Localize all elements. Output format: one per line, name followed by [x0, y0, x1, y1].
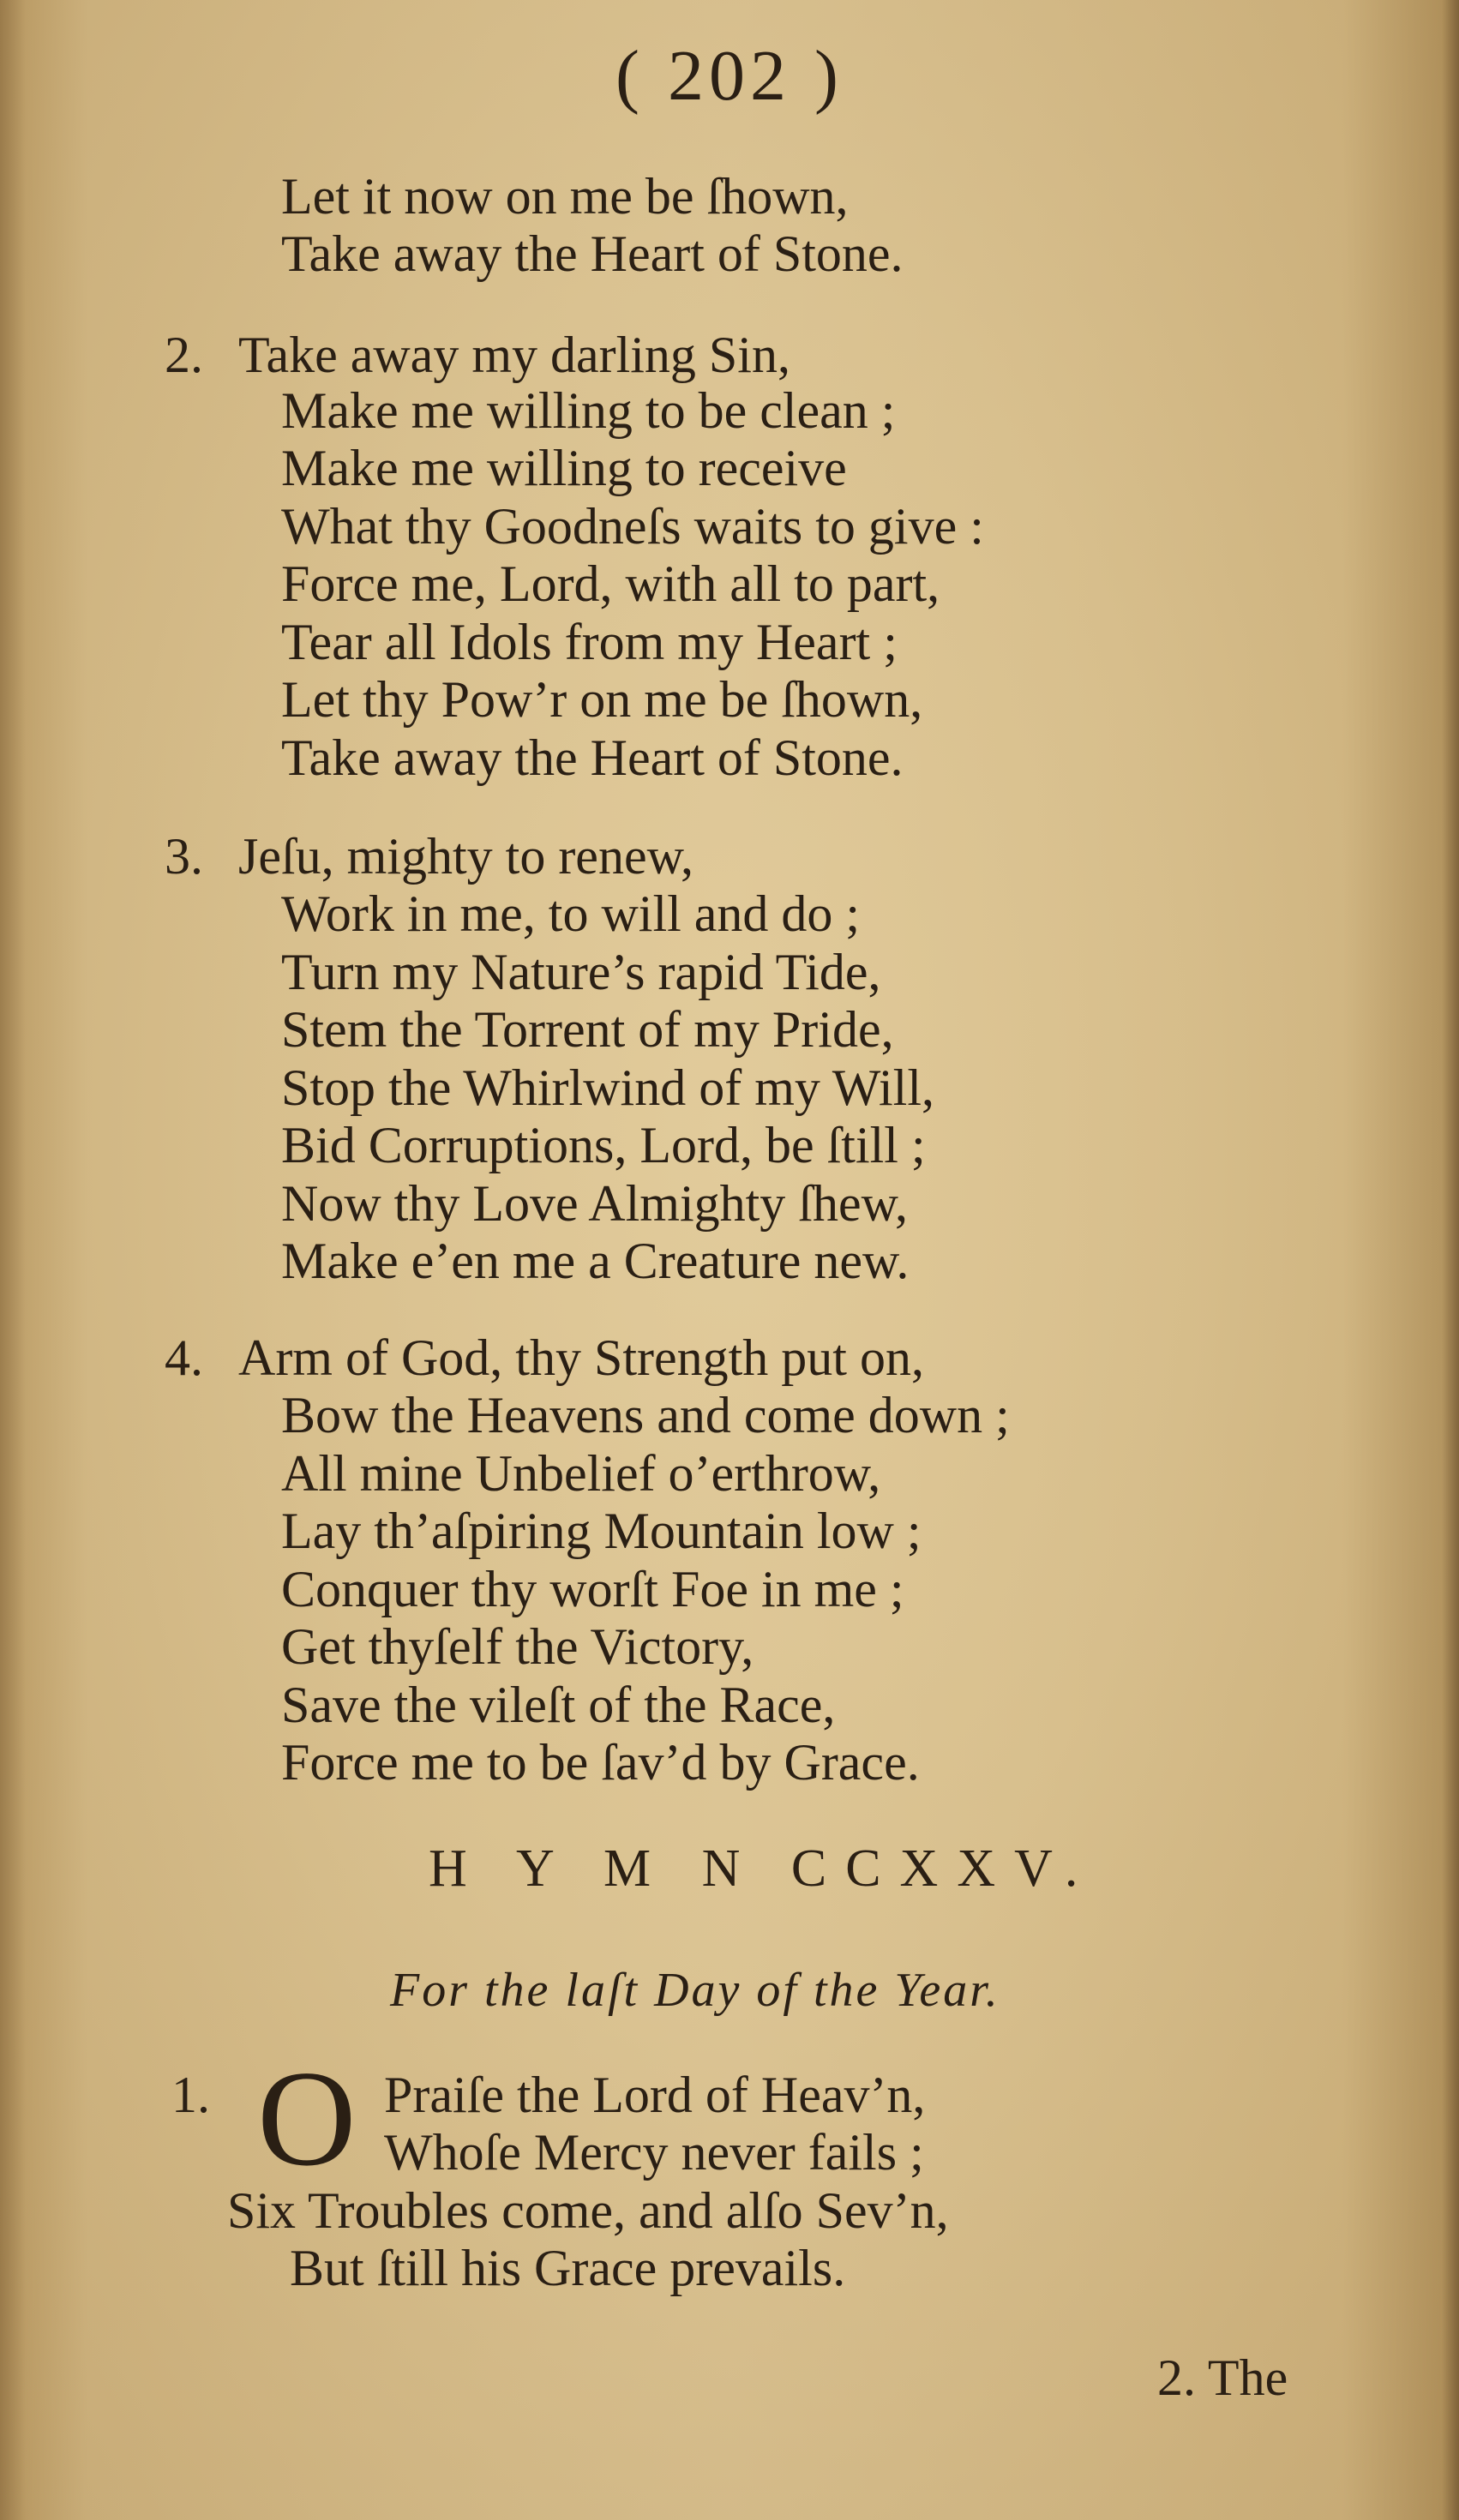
stanza-line: Jeſu, mighty to renew, — [238, 828, 694, 885]
stanza-number: 3. — [165, 828, 203, 885]
page-edge-shadow-left — [0, 0, 26, 2520]
stanza-line: Take away the Heart of Stone. — [281, 729, 904, 786]
stanza-number: 2. — [165, 327, 203, 383]
stanza-line: Stem the Torrent of my Pride, — [281, 1001, 894, 1058]
stanza-line: Arm of God, thy Strength put on, — [238, 1329, 924, 1386]
stanza-line: Conquer thy worſt Foe in me ; — [281, 1561, 904, 1617]
stanza-line: Make me willing to be clean ; — [281, 382, 896, 439]
stanza-line: Lay th’aſpiring Mountain low ; — [281, 1503, 922, 1559]
page-number: ( 202 ) — [615, 36, 844, 116]
stanza-line: Take away the Heart of Stone. — [281, 225, 904, 282]
stanza-line: But ſtill his Grace prevails. — [290, 2240, 846, 2296]
stanza-line: Let thy Pow’r on me be ſhown, — [281, 671, 923, 728]
drop-cap: O — [257, 2042, 357, 2194]
stanza-line: What thy Goodneſs waits to give : — [281, 498, 984, 555]
stanza-line: Get thyſelf the Victory, — [281, 1618, 754, 1675]
stanza-line: Take away my darling Sin, — [238, 327, 790, 383]
stanza-line: Let it now on me be ſhown, — [281, 168, 849, 225]
stanza-line: Bid Corruptions, Lord, be ſtill ; — [281, 1117, 926, 1173]
stanza-line: Turn my Nature’s rapid Tide, — [281, 944, 881, 1000]
stanza-line: Whoſe Mercy never fails ; — [384, 2124, 924, 2181]
stanza-line: Bow the Heavens and come down ; — [281, 1387, 1010, 1443]
stanza-line: Now thy Love Almighty ſhew, — [281, 1175, 909, 1232]
stanza-number: 4. — [165, 1329, 203, 1386]
stanza-line: Force me, Lord, with all to part, — [281, 555, 940, 612]
hymn-title: H Y M N CCXXV. — [429, 1839, 1097, 1898]
stanza-line: Six Troubles come, and alſo Sev’n, — [227, 2182, 949, 2239]
stanza-line: Force me to be ſav’d by Grace. — [281, 1734, 920, 1791]
stanza-line: Tear all Idols from my Heart ; — [281, 614, 898, 670]
hymn-subtitle: For the laſt Day of the Year. — [390, 1964, 1000, 2017]
stanza-line: Save the vileſt of the Race, — [281, 1677, 836, 1733]
page-edge-shadow-right — [1442, 0, 1459, 2520]
stanza-line: Work in me, to will and do ; — [281, 885, 861, 942]
stanza-line: Praiſe the Lord of Heav’n, — [384, 2067, 926, 2123]
stanza-line: Stop the Whirlwind of my Will, — [281, 1059, 935, 1116]
stanza-line: Make e’en me a Creature new. — [281, 1233, 910, 1289]
stanza-line: All mine Unbelief o’erthrow, — [281, 1445, 881, 1502]
stanza-number: 1. — [171, 2067, 210, 2123]
catchword: 2. The — [1157, 2349, 1288, 2406]
stanza-line: Make me willing to receive — [281, 440, 847, 496]
